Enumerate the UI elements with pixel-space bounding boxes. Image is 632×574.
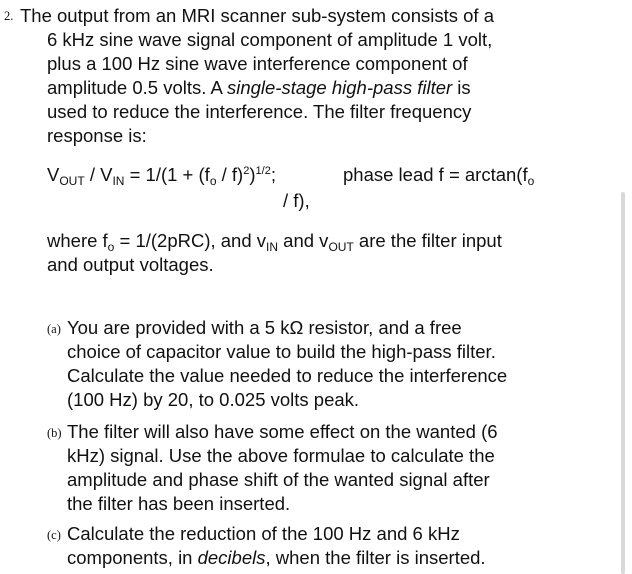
intro-line-1: The output from an MRI scanner sub-system consists of a xyxy=(20,5,494,26)
filter-type-emphasis: single-stage high-pass filter xyxy=(226,77,453,98)
part-a-line-3: Calculate the value needed to reduce the interference xyxy=(67,365,508,386)
intro-line-4: amplitude 0.5 volts. A single-stage high-pass filter is xyxy=(47,77,471,98)
part-b-line-3: amplitude and phase shift of the wanted signal after xyxy=(67,469,490,490)
part-c-label: (c) xyxy=(47,528,61,542)
part-a-line-1: You are provided with a 5 kΩ resistor, and a free xyxy=(67,317,462,338)
part-a-line-2: choice of capacitor value to build the high-pass filter. xyxy=(67,341,496,362)
part-a-label: (a) xyxy=(47,322,61,336)
part-b-label: (b) xyxy=(47,426,62,440)
intro-line-6: response is: xyxy=(47,125,147,146)
vertical-scrollbar[interactable] xyxy=(621,192,625,574)
where-line-1: where $f_o = 1/(2pRC)$, and $v_{IN}$ and $v_{OUT}$ are the filter input xyxy=(47,230,502,254)
part-b-line-4: the filter has been inserted. xyxy=(67,493,291,514)
part-b-line-2: kHz) signal. Use the above formulae to calculate the xyxy=(67,445,495,466)
question-number: 2. xyxy=(4,9,14,23)
part-c-line-2: components, in decibels, when the filter is inserted. xyxy=(67,547,486,568)
part-c-line-1: Calculate the reduction of the 100 Hz and 6 kHz xyxy=(67,523,460,544)
gain-formula: $V_{OUT} / V_{IN} = 1/(1 + (f_o / f)^2)^{1/2}$; xyxy=(47,164,276,188)
decibels-emphasis: decibels xyxy=(197,547,266,568)
intro-line-2: 6 kHz sine wave signal component of amplitude 1 volt, xyxy=(47,29,493,50)
phase-formula: phase lead $f = \arctan(f_o$ xyxy=(343,164,535,188)
where-line-2: and output voltages. xyxy=(47,254,214,275)
intro-line-5: used to reduce the interference. The filter frequency xyxy=(47,101,472,122)
intro-line-3: plus a 100 Hz sine wave interference component of xyxy=(47,53,468,74)
phase-formula-end: / f), xyxy=(283,190,310,211)
part-b-line-1: The filter will also have some effect on the wanted (6 xyxy=(67,421,498,442)
part-a-line-4: (100 Hz) by 20, to 0.025 volts peak. xyxy=(67,389,360,410)
